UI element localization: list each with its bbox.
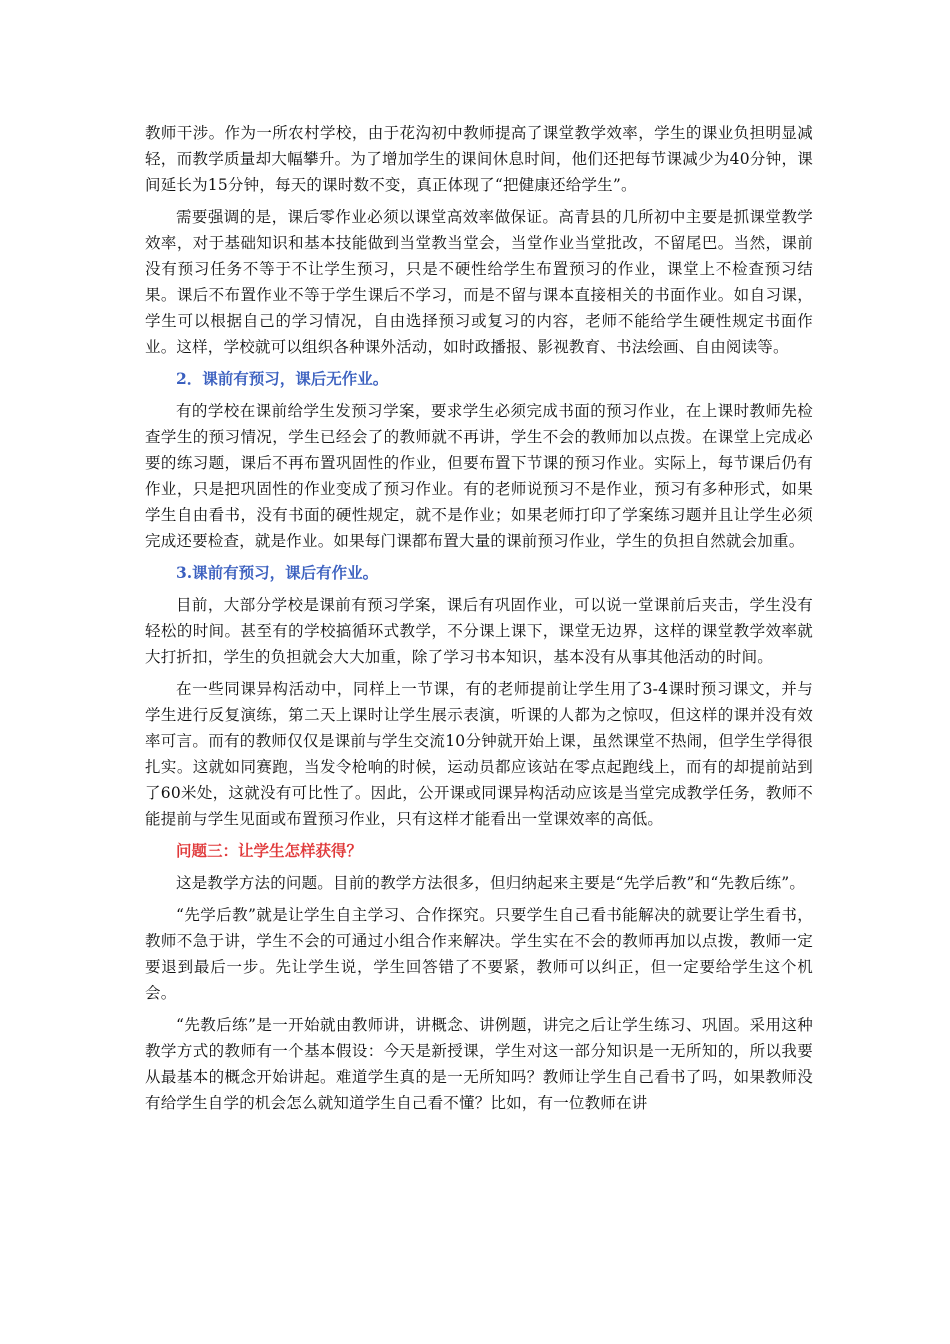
section-heading-2: 2．课前有预习，课后无作业。 (176, 369, 389, 388)
question-three-heading: 问题三：让学生怎样获得？ (176, 841, 363, 860)
section-heading-3: 3.课前有预习，课后有作业。 (176, 563, 379, 582)
paragraph-teaching-methods: 这是教学方法的问题。目前的教学方法很多，但归纳起来主要是“先学后教”和“先教后练”。 (176, 874, 806, 892)
paragraph-learn-then-teach: “先学后教”就是让学生自主学习、合作探究。只要学生自己看书能解决的就要让学生看书，教师不急于讲，学生不会的可通过小组合作来解决。学生实在不会的教师再加以点拨，教师一定要退到最后一步。先让学生说，学生回答错了不要紧，教师可以纠正，但一定要给学生这个机会。 (145, 906, 813, 1002)
document-page (145, 120, 813, 1122)
paragraph-same-lesson-activity: 在一些同课异构活动中，同样上一节课，有的老师提前让学生用了3-4课时预习课文，并与学生进行反复演练，第二天上课时让学生展示表演，听课的人都为之惊叹，但这样的课并没有效率可言。而有的教师仅仅是课前与学生交流10分钟就开始上课，虽然课堂不热闹，但学生学得很扎实。这就如同赛跑，当发令枪响的时候，运动员都应该站在零点起跑线上，而有的却提前站到了60米处，这就没有可比性了。因此，公开课或同课异构活动应该是当堂完成教学任务，教师不能提前与学生见面或布置预习作业，只有这样才能看出一堂课效率的高低。 (145, 680, 813, 828)
paragraph-homework-emphasis: 需要强调的是，课后零作业必须以课堂高效率做保证。高青县的几所初中主要是抓课堂教学效率，对于基础知识和基本技能做到当堂教当堂会，当堂作业当堂批改，不留尾巴。当然，课前没有预习任务不等于不让学生预习，只是不硬性给学生布置预习的作业，课堂上不检查预习结果。课后不布置作业不等于学生课后不学习，而是不留与课本直接相关的书面作业。如自习课，学生可以根据自己的学习情况，自由选择预习或复习的内容，老师不能给学生硬性规定书面作业。这样，学校就可以组织各种课外活动，如时政播报、影视教育、书法绘画、自由阅读等。 (145, 208, 813, 356)
paragraph-continuation: 教师干涉。作为一所农村学校，由于花沟初中教师提高了课堂教学效率，学生的课业负担明显减轻，而教学质量却大幅攀升。为了增加学生的课间休息时间，他们还把每节课减少为40分钟，课间延长为15分钟，每天的课时数不变，真正体现了“把健康还给学生”。 (145, 124, 813, 194)
paragraph-teach-then-practice: “先教后练”是一开始就由教师讲，讲概念、讲例题，讲完之后让学生练习、巩固。采用这种教学方式的教师有一个基本假设：今天是新授课，学生对这一部分知识是一无所知的，所以我要从最基本的概念开始讲起。难道学生真的是一无所知吗？教师让学生自己看书了吗，如果教师没有给学生自学的机会怎么就知道学生自己看不懂？比如，有一位教师在讲 (145, 1016, 813, 1112)
paragraph-preview-study: 有的学校在课前给学生发预习学案，要求学生必须完成书面的预习作业，在上课时教师先检查学生的预习情况，学生已经会了的教师就不再讲，学生不会的教师加以点拨。在课堂上完成必要的练习题，课后不再布置巩固性的作业，但要布置下节课的预习作业。实际上，每节课后仍有作业，只是把巩固性的作业变成了预习作业。有的老师说预习不是作业，预习有多种形式，如果学生自由看书，没有书面的硬性规定，就不是作业；如果老师打印了学案练习题并且让学生必须完成还要检查，就是作业。如果每门课都布置大量的课前预习作业，学生的负担自然就会加重。 (145, 402, 813, 550)
paragraph-current-schools: 目前，大部分学校是课前有预习学案，课后有巩固作业，可以说一堂课前后夹击，学生没有轻松的时间。甚至有的学校搞循环式教学，不分课上课下，课堂无边界，这样的课堂教学效率就大打折扣，学生的负担就会大大加重，除了学习书本知识，基本没有从事其他活动的时间。 (145, 596, 813, 666)
